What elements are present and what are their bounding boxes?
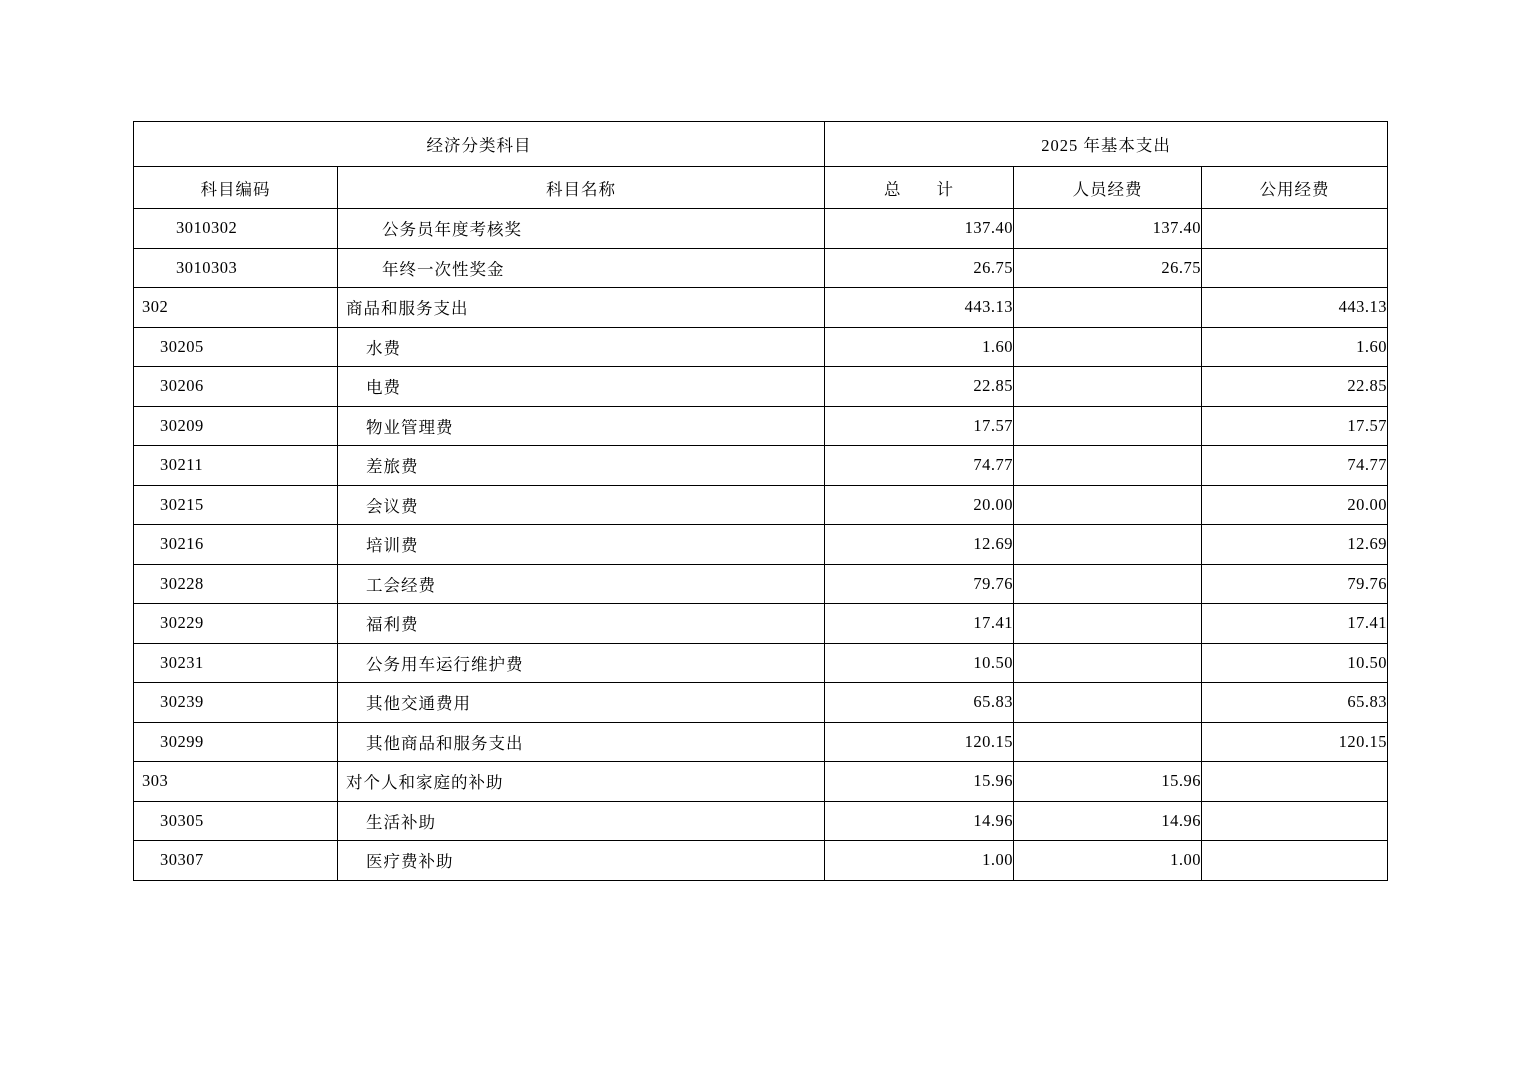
cell-total: 65.83 <box>825 683 1014 723</box>
table-row <box>134 722 1388 762</box>
cell-public-expense: 65.83 <box>1202 683 1388 723</box>
table-row <box>134 801 1388 841</box>
cell-total: 443.13 <box>825 288 1014 328</box>
cell-public-expense: 79.76 <box>1202 564 1388 604</box>
cell-public-expense <box>1202 209 1388 249</box>
cell-personnel-expense <box>1014 485 1202 525</box>
table-row <box>134 288 1388 328</box>
column-header-personnel: 人员经费 <box>1014 167 1202 209</box>
table-row <box>134 643 1388 683</box>
cell-subject-code: 30229 <box>134 604 338 644</box>
cell-subject-name: 福利费 <box>338 604 825 644</box>
cell-subject-name: 培训费 <box>338 525 825 565</box>
cell-personnel-expense: 15.96 <box>1014 762 1202 802</box>
cell-total: 137.40 <box>825 209 1014 249</box>
cell-subject-name: 水费 <box>338 327 825 367</box>
cell-subject-code: 302 <box>134 288 338 328</box>
cell-public-expense: 17.57 <box>1202 406 1388 446</box>
cell-public-expense: 12.69 <box>1202 525 1388 565</box>
header-group-economic-classification: 经济分类科目 <box>134 122 825 167</box>
cell-public-expense: 22.85 <box>1202 367 1388 407</box>
table-row <box>134 525 1388 565</box>
cell-subject-code: 30231 <box>134 643 338 683</box>
cell-subject-code: 30209 <box>134 406 338 446</box>
cell-total: 14.96 <box>825 801 1014 841</box>
table-row <box>134 762 1388 802</box>
cell-total: 20.00 <box>825 485 1014 525</box>
cell-personnel-expense <box>1014 604 1202 644</box>
cell-subject-name: 公务用车运行维护费 <box>338 643 825 683</box>
cell-personnel-expense <box>1014 643 1202 683</box>
economic-classification-budget-table <box>133 121 1388 881</box>
cell-subject-code: 30211 <box>134 446 338 486</box>
cell-personnel-expense <box>1014 327 1202 367</box>
table-row <box>134 367 1388 407</box>
column-header-code: 科目编码 <box>134 167 338 209</box>
cell-subject-code: 30216 <box>134 525 338 565</box>
table-row <box>134 406 1388 446</box>
cell-personnel-expense <box>1014 683 1202 723</box>
cell-personnel-expense <box>1014 564 1202 604</box>
table-row <box>134 841 1388 881</box>
cell-public-expense: 10.50 <box>1202 643 1388 683</box>
cell-personnel-expense: 1.00 <box>1014 841 1202 881</box>
column-header-name: 科目名称 <box>338 167 825 209</box>
cell-subject-name: 差旅费 <box>338 446 825 486</box>
cell-total: 17.57 <box>825 406 1014 446</box>
table-row <box>134 248 1388 288</box>
cell-subject-name: 物业管理费 <box>338 406 825 446</box>
cell-personnel-expense <box>1014 367 1202 407</box>
cell-public-expense: 74.77 <box>1202 446 1388 486</box>
column-header-total: 总 计 <box>825 167 1014 209</box>
cell-public-expense <box>1202 248 1388 288</box>
cell-subject-name: 会议费 <box>338 485 825 525</box>
cell-subject-code: 30205 <box>134 327 338 367</box>
cell-subject-code: 30215 <box>134 485 338 525</box>
cell-personnel-expense <box>1014 288 1202 328</box>
cell-subject-name: 公务员年度考核奖 <box>338 209 825 249</box>
header-group-basic-expenditure: 2025 年基本支出 <box>825 122 1388 167</box>
cell-subject-code: 30239 <box>134 683 338 723</box>
cell-total: 1.00 <box>825 841 1014 881</box>
cell-personnel-expense <box>1014 446 1202 486</box>
cell-total: 74.77 <box>825 446 1014 486</box>
cell-personnel-expense: 26.75 <box>1014 248 1202 288</box>
cell-public-expense: 120.15 <box>1202 722 1388 762</box>
cell-subject-code: 30228 <box>134 564 338 604</box>
table-row <box>134 209 1388 249</box>
table-row <box>134 604 1388 644</box>
cell-subject-name: 年终一次性奖金 <box>338 248 825 288</box>
cell-subject-name: 商品和服务支出 <box>338 288 825 328</box>
cell-subject-code: 30307 <box>134 841 338 881</box>
cell-public-expense <box>1202 801 1388 841</box>
cell-subject-name: 其他交通费用 <box>338 683 825 723</box>
cell-public-expense: 17.41 <box>1202 604 1388 644</box>
cell-subject-code: 303 <box>134 762 338 802</box>
table-row <box>134 485 1388 525</box>
cell-total: 12.69 <box>825 525 1014 565</box>
cell-subject-name: 生活补助 <box>338 801 825 841</box>
cell-total: 10.50 <box>825 643 1014 683</box>
table-row <box>134 327 1388 367</box>
cell-public-expense <box>1202 841 1388 881</box>
cell-subject-code: 30305 <box>134 801 338 841</box>
cell-public-expense: 20.00 <box>1202 485 1388 525</box>
cell-total: 17.41 <box>825 604 1014 644</box>
table-header-group-row <box>134 122 1388 167</box>
cell-subject-name: 电费 <box>338 367 825 407</box>
cell-total: 120.15 <box>825 722 1014 762</box>
cell-subject-name: 工会经费 <box>338 564 825 604</box>
cell-personnel-expense: 14.96 <box>1014 801 1202 841</box>
cell-personnel-expense <box>1014 525 1202 565</box>
cell-public-expense: 443.13 <box>1202 288 1388 328</box>
table-row <box>134 446 1388 486</box>
cell-total: 22.85 <box>825 367 1014 407</box>
table-header-column-row <box>134 167 1388 209</box>
cell-public-expense <box>1202 762 1388 802</box>
cell-personnel-expense <box>1014 406 1202 446</box>
cell-subject-name: 对个人和家庭的补助 <box>338 762 825 802</box>
table-row <box>134 683 1388 723</box>
cell-total: 1.60 <box>825 327 1014 367</box>
cell-subject-code: 3010303 <box>134 248 338 288</box>
column-header-public: 公用经费 <box>1202 167 1388 209</box>
cell-total: 26.75 <box>825 248 1014 288</box>
budget-table-container <box>133 121 1387 881</box>
cell-subject-name: 其他商品和服务支出 <box>338 722 825 762</box>
cell-subject-code: 30299 <box>134 722 338 762</box>
cell-subject-name: 医疗费补助 <box>338 841 825 881</box>
cell-personnel-expense: 137.40 <box>1014 209 1202 249</box>
cell-total: 15.96 <box>825 762 1014 802</box>
cell-personnel-expense <box>1014 722 1202 762</box>
cell-subject-code: 3010302 <box>134 209 338 249</box>
table-row <box>134 564 1388 604</box>
cell-subject-code: 30206 <box>134 367 338 407</box>
cell-public-expense: 1.60 <box>1202 327 1388 367</box>
table-body <box>134 209 1388 881</box>
cell-total: 79.76 <box>825 564 1014 604</box>
